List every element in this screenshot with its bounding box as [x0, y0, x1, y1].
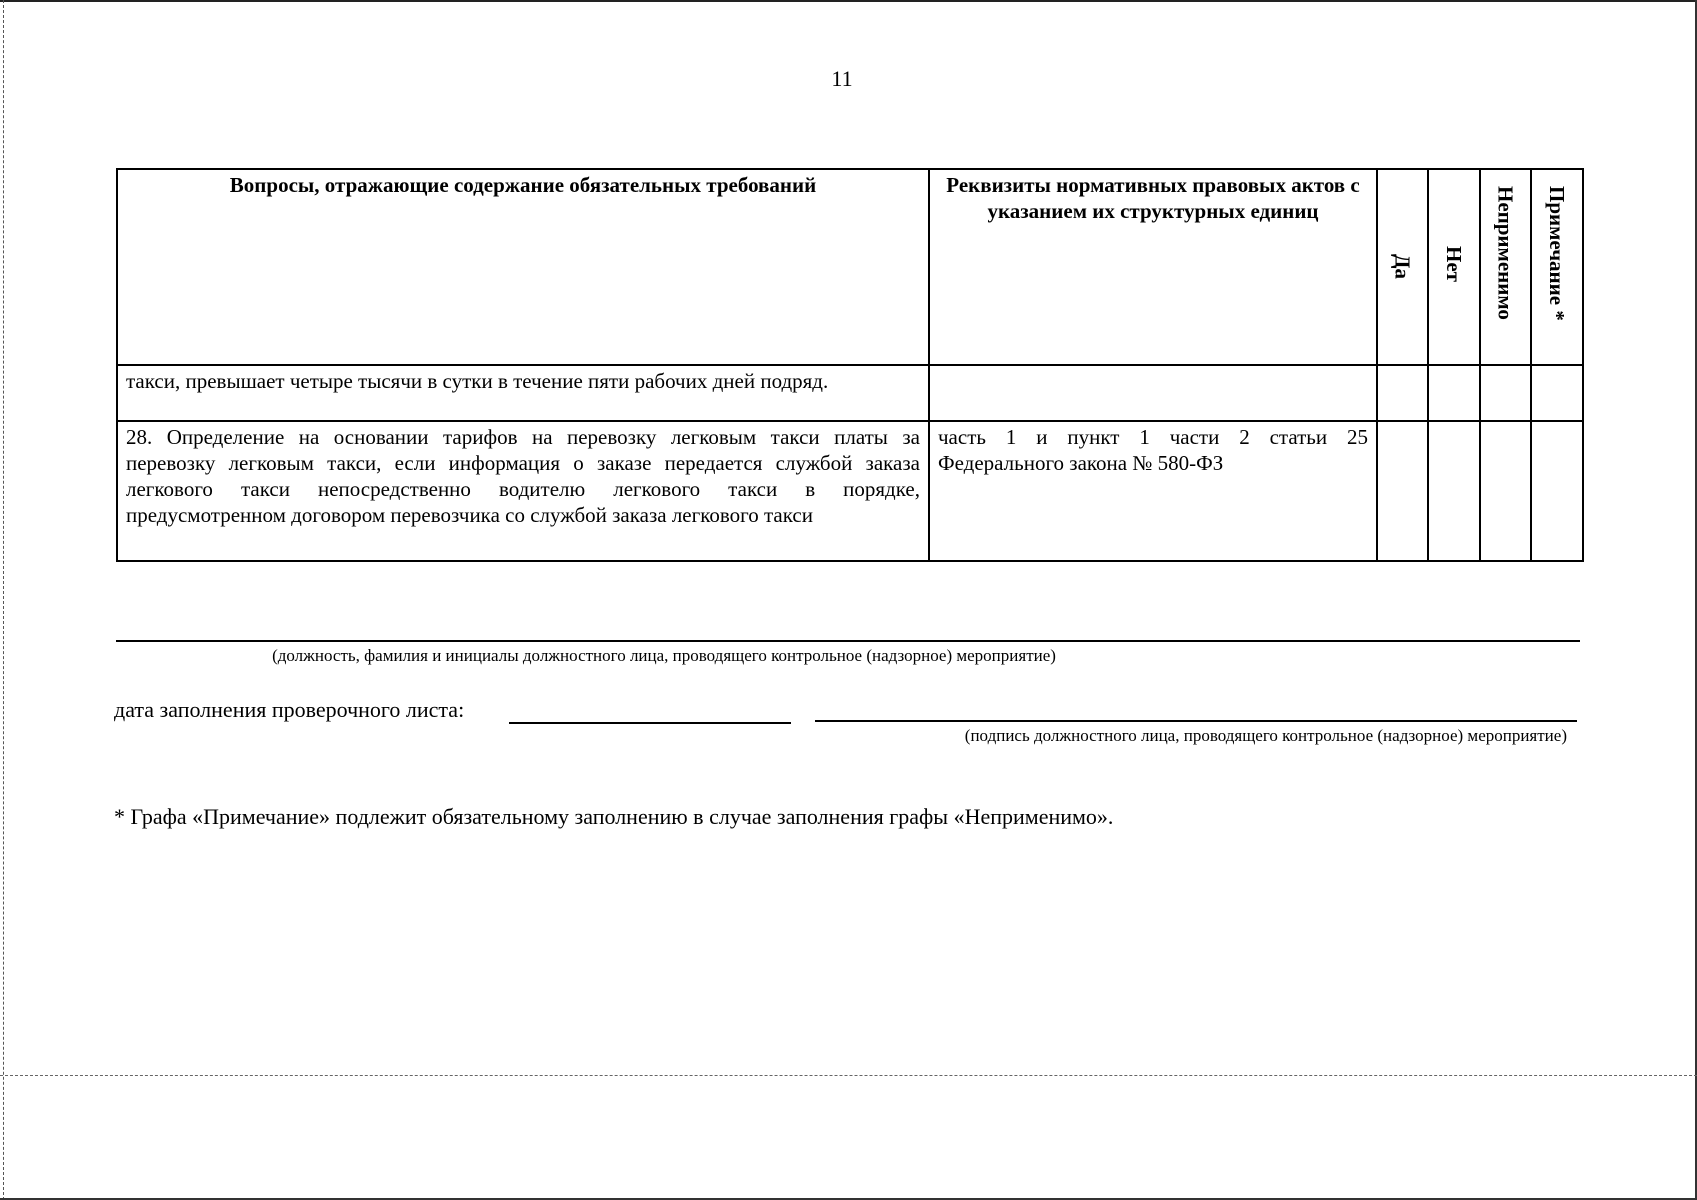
header-row [117, 169, 1583, 365]
footnote: * Графа «Примечание» подлежит обязательному заполнению в случае заполнения графы «Неприменимо». [114, 804, 1114, 829]
header-requisites: Реквизиты нормативных правовых актов с указанием их структурных единиц [929, 169, 1377, 365]
header-yes [1377, 169, 1428, 365]
yes-cell[interactable] [1377, 421, 1428, 561]
header-not-applicable-label: Неприменимо [1493, 186, 1518, 320]
table-row [117, 365, 1583, 421]
official-name-line[interactable] [116, 640, 1580, 642]
page-border-top [0, 0, 1697, 2]
header-no [1428, 169, 1480, 365]
date-label: дата заполнения проверочного листа: [114, 697, 465, 722]
header-yes-label: Да [1390, 254, 1415, 279]
requisites-cell [929, 365, 1377, 421]
signature-caption: (подпись должностного лица, проводящего контрольное (надзорное) мероприятие) [964, 726, 1567, 745]
header-questions: Вопросы, отражающие содержание обязательных требований [117, 169, 929, 365]
note-cell[interactable] [1531, 421, 1583, 561]
no-cell[interactable] [1428, 421, 1480, 561]
no-cell[interactable] [1428, 365, 1480, 421]
requisites-cell: часть 1 и пункт 1 части 2 статьи 25 Федерального закона № 580-ФЗ [929, 421, 1377, 561]
header-not-applicable [1480, 169, 1531, 365]
header-note-label: Примечание * [1545, 186, 1569, 321]
note-cell[interactable] [1531, 365, 1583, 421]
header-no-label: Нет [1442, 246, 1466, 282]
page-border-left [3, 0, 5, 1200]
table-row [117, 421, 1583, 561]
yes-cell[interactable] [1377, 365, 1428, 421]
not-applicable-cell[interactable] [1480, 421, 1531, 561]
question-cell: такси, превышает четыре тысячи в сутки в течение пяти рабочих дней подряд. [117, 365, 929, 421]
scan-dashed-line [0, 1075, 1697, 1076]
header-note [1531, 169, 1583, 365]
page-number: 11 [831, 66, 853, 91]
official-caption: (должность, фамилия и инициалы должностного лица, проводящего контрольное (надзорное) мероприятие) [272, 646, 1056, 665]
question-cell: 28. Определение на основании тарифов на перевозку легковым такси платы за перевозку легковым такси, если информация о заказе передается службой заказа легкового такси непосредственно водителю легкового такси в порядке, предусмотренном договором перевозчика со службой заказа легкового такси [117, 421, 929, 561]
not-applicable-cell[interactable] [1480, 365, 1531, 421]
checklist-table [116, 168, 1584, 562]
signature-line[interactable] [815, 720, 1577, 722]
date-field-line[interactable] [509, 722, 791, 724]
